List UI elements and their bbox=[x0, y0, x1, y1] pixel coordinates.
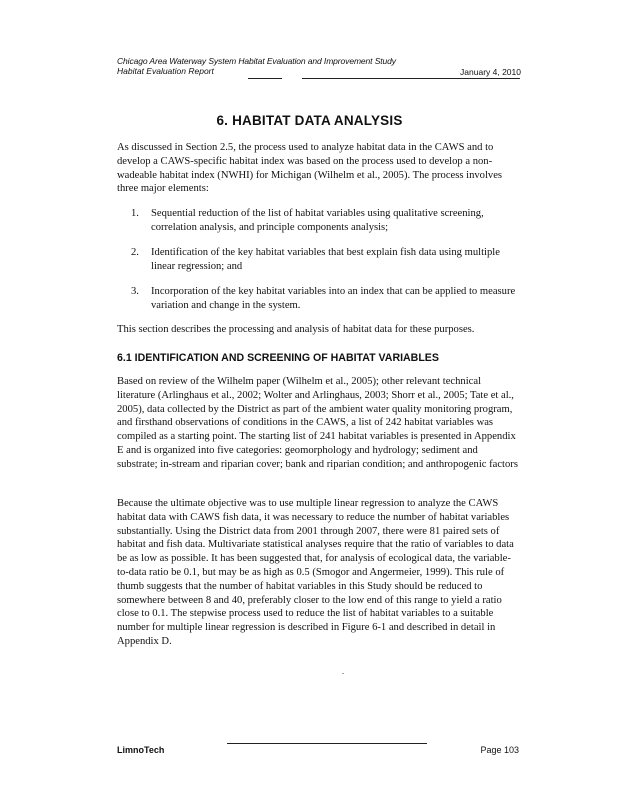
list-item-number: 1. bbox=[131, 208, 139, 219]
header-date: January 4, 2010 bbox=[460, 67, 521, 77]
list-item-text: Identification of the key habitat variables that best explain fish data using multiple linear regression; and bbox=[151, 247, 500, 272]
header-rule-long bbox=[302, 78, 520, 79]
section-paragraph-2: Because the ultimate objective was to use multiple linear regression to analyze the CAWS habitat data with CAWS fish data, it was necessary to reduce the number of habitat variables substantially. Using the District data from 2001 through 2007, there were 81 paired sets of habitat and fish data. Multivariate statistical analyses require that the ratio of variables to data be as low as possible. It has been suggested that, for analysis of ecological data, the variable-to-data ratio be 0.1, but may be as high as 0.5 (Smogor and Angermeier, 1999). This rule of thumb suggests that the number of habitat variables in this Study should be reduced to somewhere between 8 and 40, preferably closer to the low end of this range to yield a ratio close to 0.1. The stepwise process used to reduce the list of habitat variables to a suitable number for multiple linear regression is described in Figure 6-1 and described in detail in Appendix D. bbox=[117, 498, 514, 647]
summary-paragraph: This section describes the processing and analysis of habitat data for these purposes. bbox=[117, 324, 475, 335]
header-report-title: Habitat Evaluation Report bbox=[117, 66, 214, 76]
intro-paragraph: As discussed in Section 2.5, the process used to analyze habitat data in the CAWS and to develop a CAWS-specific habitat index was based on the process used to develop a non-wadeable habitat index (NWHI) for Michigan (Wilhelm et al., 2005). The process involves three major elements: bbox=[117, 142, 503, 195]
list-item-number: 3. bbox=[131, 286, 139, 297]
section-paragraph-1: Based on review of the Wilhelm paper (Wilhelm et al., 2005); other relevant technical literature (Arlinghaus et al., 2002; Wolter and Arlinghaus, 2003; Shorr et al., 2005; Tate et al., 2005), data collected by the District as part of the ambient water quality monitoring program, and firsthand observations of conditions in the CAWS, a list of 242 habitat variables was compiled as a starting point. The starting list of 241 habitat variables is presented in Appendix E and is organized into five categories: geomorphology and hydrology; sediment and substrate; in-stream and riparian cover; bank and riparian condition; and anthropogenic factors bbox=[117, 376, 518, 470]
list-item-text: Incorporation of the key habitat variables into an index that can be applied to measure variation and change in the system. bbox=[151, 286, 516, 311]
list-item-number: 2. bbox=[131, 247, 139, 258]
footer-rule bbox=[227, 743, 427, 744]
header-project-title: Chicago Area Waterway System Habitat Evaluation and Improvement Study bbox=[117, 56, 396, 66]
list-item-text: Sequential reduction of the list of habitat variables using qualitative screening, correlation analysis, and principle components analysis; bbox=[151, 208, 484, 233]
section-heading: 6.1 IDENTIFICATION AND SCREENING OF HABITAT VARIABLES bbox=[117, 352, 439, 364]
footer-page-number: Page 103 bbox=[480, 745, 519, 755]
stray-mark: . bbox=[342, 667, 344, 676]
footer-company: LimnoTech bbox=[117, 745, 165, 755]
header-rule-short bbox=[248, 78, 282, 79]
page-title: 6. HABITAT DATA ANALYSIS bbox=[216, 113, 403, 128]
